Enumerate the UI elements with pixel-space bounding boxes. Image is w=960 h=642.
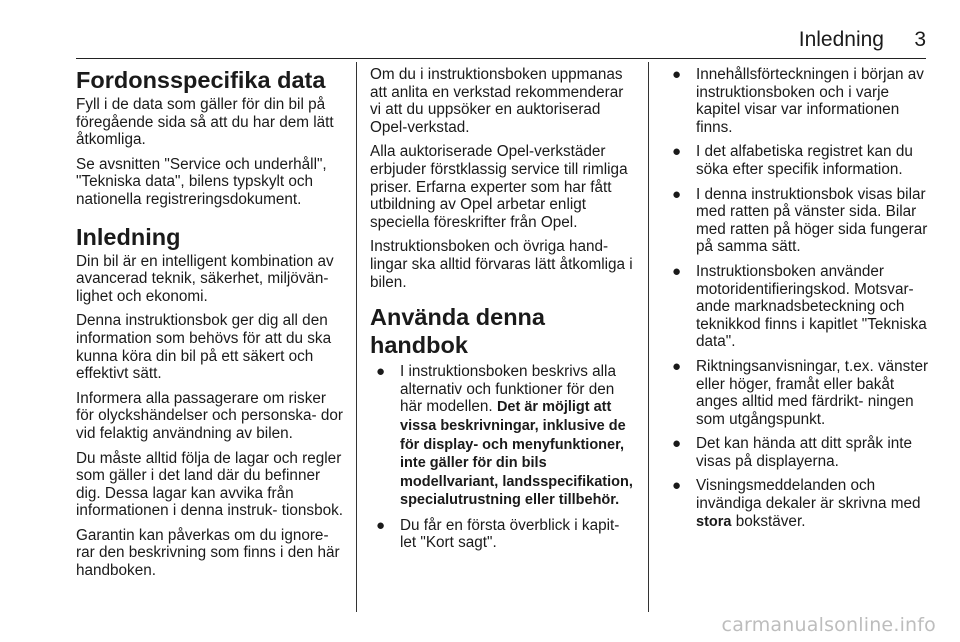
paragraph: Alla auktoriserade Opel-verkstäder erbjuder förstklassig service till rimliga priser. Erfarna experter som har fått utbildning av Opel arbetar enligt speciella föreskrifter från Opel.: [370, 143, 628, 231]
paragraph: Garantin kan påverkas om du ignore- rar den beskrivning som finns i den här handboken.: [76, 526, 340, 580]
page-title: Inledning: [798, 28, 884, 51]
list-item-text: Du får en första överblick i kapit- let "Kort sagt".: [400, 516, 620, 552]
list-item: [666, 186, 930, 256]
bullet-list: [370, 363, 634, 552]
paragraph: Informera alla passagerare om risker för olyckshändelser och personska- dor vid felaktig användning av bilen.: [76, 389, 343, 442]
heading-using-manual: Använda denna handbok: [370, 304, 545, 359]
list-item: [370, 517, 634, 552]
bullet-icon: ●: [672, 435, 682, 453]
list-item-text: bokstäver.: [735, 512, 806, 530]
bullet-icon: ●: [672, 66, 682, 83]
column-divider: [648, 62, 649, 612]
list-item-text: Det kan hända att ditt språk inte visas på displayerna.: [696, 435, 912, 470]
paragraph: Om du i instruktionsboken uppmanas att anlita en verkstad rekommenderar vi att du uppsöker en auktoriserad Opel-verkstad.: [370, 66, 624, 136]
paragraph: Denna instruktionsbok ger dig all den information som behövs för att du ska kunna köra din bil på ett säkert och effektivt sätt.: [76, 312, 332, 383]
page-number: 3: [914, 28, 926, 51]
list-item-text: I instruktionsboken beskrivs alla alternativ och funktioner för den här modellen.: [400, 363, 616, 416]
paragraph: Fyll i de data som gäller för din bil på föregående sida så att du har dem lätt åtkomliga.: [76, 96, 334, 149]
list-item-text: I det alfabetiska registret kan du söka efter specifik information.: [696, 143, 913, 178]
list-item: [666, 435, 930, 470]
column-middle: [370, 66, 634, 559]
page-header: [76, 24, 926, 59]
list-item-text: Riktningsanvisningar, t.ex. vänster eller höger, framåt eller bakåt anges alltid med färdrikt- ningen som utgångspunkt.: [696, 357, 929, 428]
bullet-icon: ●: [376, 363, 386, 381]
paragraph: Din bil är en intelligent kombination av avancerad teknik, säkerhet, miljövän- lighet och ekonomi.: [76, 252, 334, 305]
list-item: [666, 358, 930, 428]
bullet-icon: ●: [672, 262, 682, 280]
bullet-icon: ●: [672, 357, 682, 375]
column-divider: [356, 62, 357, 612]
bullet-icon: ●: [376, 516, 386, 534]
heading-vehicle-data: Fordonsspecifika data: [76, 67, 326, 93]
bullet-icon: ●: [672, 143, 682, 161]
list-item: [370, 363, 634, 510]
list-item-text: I denna instruktionsbok visas bilar med ratten på vänster sida. Bilar med ratten på höger sida fungerar på samma sätt.: [696, 185, 928, 256]
list-item-text: Innehållsförteckningen i början av instruktionsboken och i varje kapitel visar var informationen finns.: [696, 66, 924, 136]
paragraph: Se avsnitten "Service och underhåll", "Tekniska data", bilens typskylt och nationella registreringsdokument.: [76, 155, 327, 208]
list-item: [666, 477, 930, 531]
column-right: [666, 66, 930, 538]
list-item: [666, 66, 930, 136]
bullet-list: [666, 66, 930, 531]
list-item-bold-text: stora: [696, 513, 732, 530]
paragraph: Instruktionsboken och övriga hand- lingar ska alltid förvaras lätt åtkomliga i bilen.: [370, 238, 633, 291]
list-item-text: Instruktionsboken använder motoridentifieringskod. Motsvar- ande marknadsbeteckning och teknikkod finns i kapitlet "Tekniska data".: [696, 262, 927, 351]
list-item: [666, 143, 930, 178]
list-item-bold-text: Det är möjligt att vissa beskrivningar, inklusive de för display- och menyfunktioner, inte gäller för din bils modellvariant, landsspecifikation, specialutrustning eller tillbehör.: [400, 399, 633, 509]
bullet-icon: ●: [672, 477, 682, 495]
column-left: [76, 66, 348, 587]
list-item: [666, 263, 930, 351]
paragraph: Du måste alltid följa de lagar och regler som gäller i det land där du befinner dig. Dessa lagar kan avvika från informationen i denna instruk- tionsbok.: [76, 449, 343, 520]
watermark: carmanualsonline.info: [721, 614, 936, 636]
bullet-icon: ●: [672, 185, 682, 203]
heading-introduction: Inledning: [76, 223, 181, 250]
list-item-text: Visningsmeddelanden och invändiga dekaler är skrivna med: [696, 477, 921, 513]
